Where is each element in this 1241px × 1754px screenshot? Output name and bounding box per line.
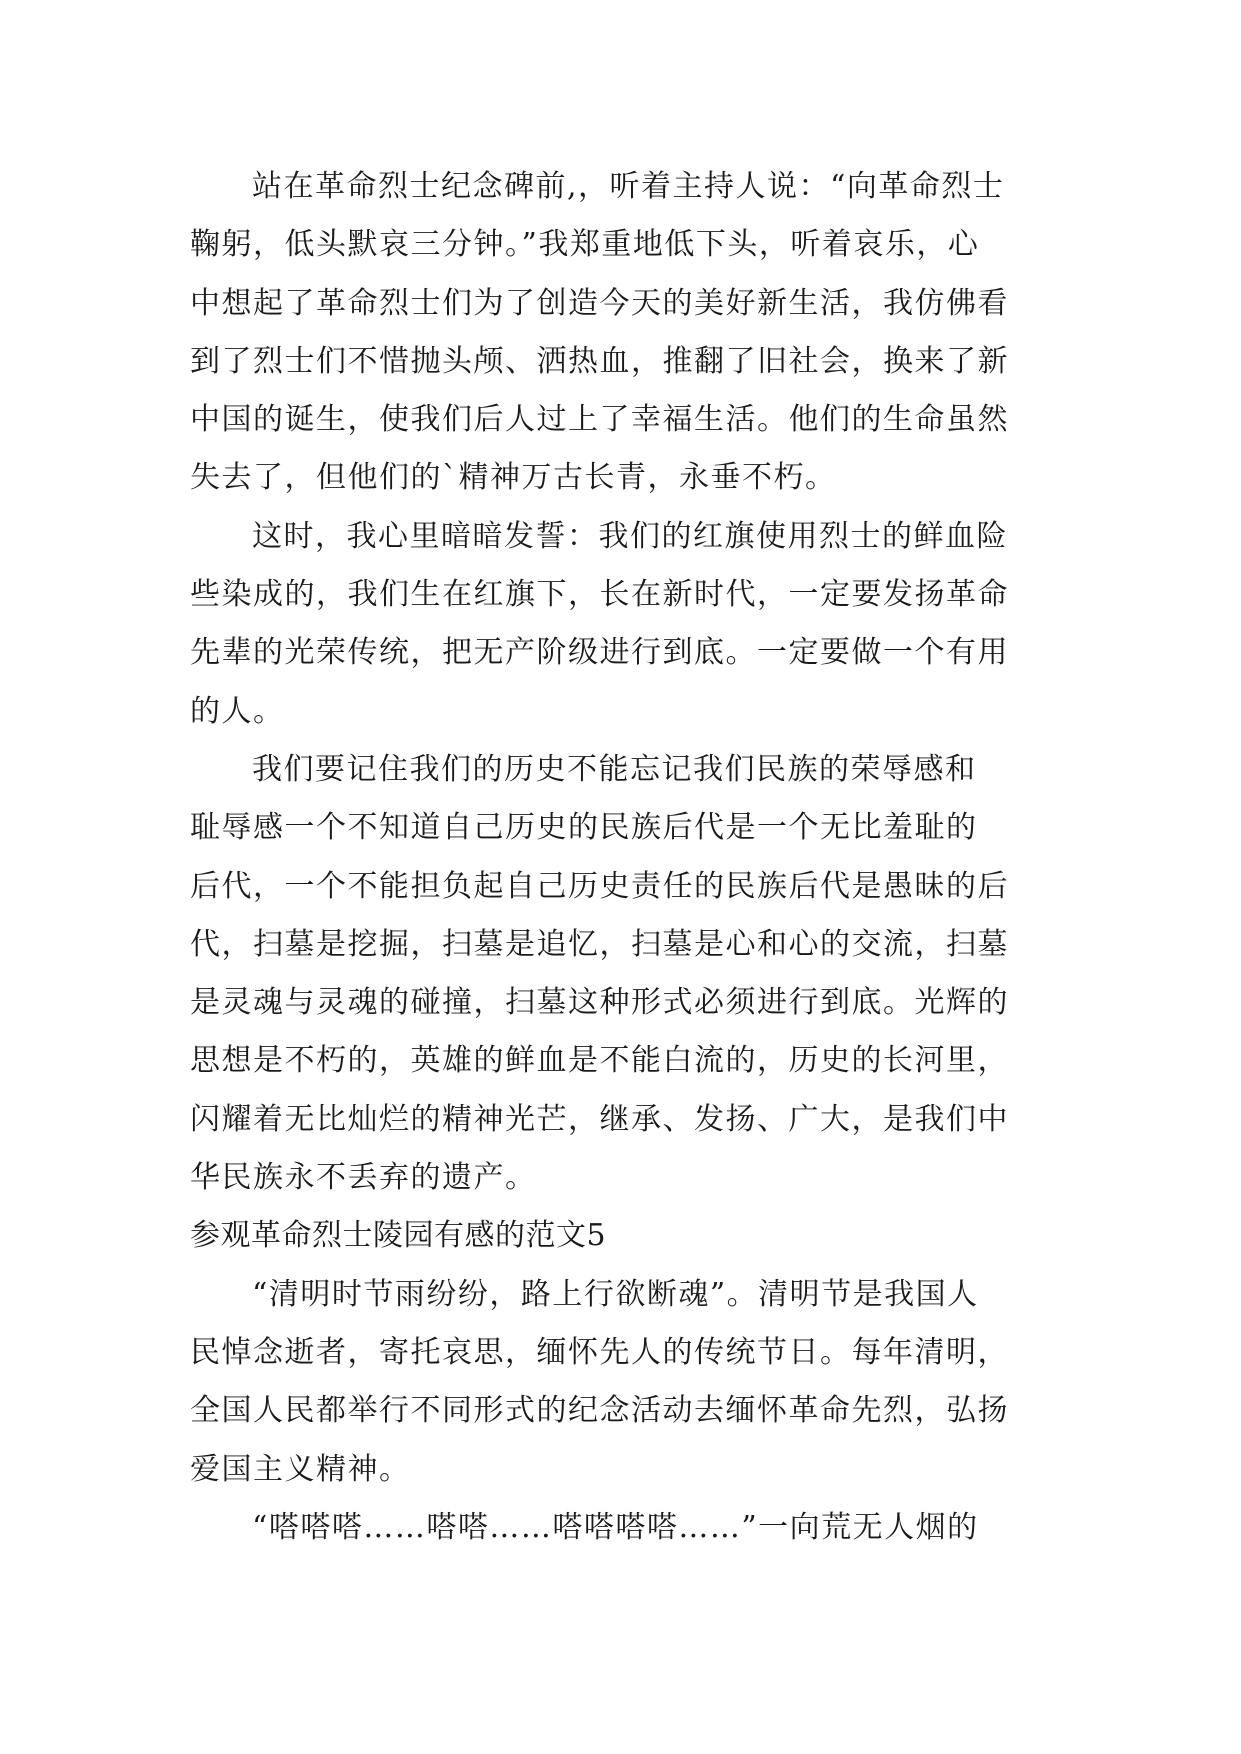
paragraph-line: 失去了，但他们的`精神万古长青，永垂不朽。 [190, 460, 837, 496]
paragraph-line: 是灵魂与灵魂的碰撞，扫墓这种形式必须进行到底。光辉的 [190, 985, 1009, 1021]
paragraph-line: 爱国主义精神。 [190, 1451, 411, 1487]
paragraph-line: 的人。 [190, 693, 285, 729]
paragraph-5 [190, 1499, 1060, 1557]
paragraph-line: 中国的诞生，使我们后人过上了幸福生活。他们的生命虽然 [190, 402, 1009, 438]
paragraph-line: 全国人民都举行不同形式的纪念活动去缅怀革命先烈，弘扬 [190, 1393, 1009, 1429]
paragraph-line: 耻辱感一个不知道自己历史的民族后代是一个无比羞耻的 [190, 810, 978, 846]
paragraph-3 [190, 741, 1060, 1207]
paragraph-line: 站在革命烈士纪念碑前,，听着主持人说：“向革命烈士 [252, 169, 1005, 204]
paragraph-1 [190, 158, 1060, 508]
paragraph-line: 些染成的，我们生在红旗下，长在新时代，一定要发扬革命 [190, 577, 1009, 613]
section-heading: 参观革命烈士陵园有感的范文5 [190, 1218, 607, 1254]
paragraph-line: “清明时节雨纷纷，路上行欲断魂”。清明节是我国人 [252, 1276, 979, 1312]
paragraph-line: 思想是不朽的，英雄的鲜血是不能白流的，历史的长河里， [190, 1043, 1009, 1079]
paragraph-line: 后代，一个不能担负起自己历史责任的民族后代是愚昧的后 [190, 868, 1009, 904]
paragraph-line: “嗒嗒嗒……嗒嗒……嗒嗒嗒嗒……”一向荒无人烟的 [252, 1509, 979, 1545]
paragraph-line: 华民族永不丢弃的遗产。 [190, 1160, 537, 1196]
paragraph-line: 这时，我心里暗暗发誓：我们的红旗使用烈士的鲜血险 [252, 518, 1008, 554]
paragraph-2 [190, 508, 1060, 741]
paragraph-line: 先辈的光荣传统，把无产阶级进行到底。一定要做一个有用 [190, 635, 1009, 671]
paragraph-line: 鞠躬，低头默哀三分钟。”我郑重地低下头，听着哀乐，心 [190, 227, 980, 263]
document-body [190, 158, 1060, 1557]
paragraph-line: 我们要记住我们的历史不能忘记我们民族的荣辱感和 [252, 751, 977, 787]
paragraph-4 [190, 1266, 1060, 1499]
paragraph-line: 代，扫墓是挖掘，扫墓是追忆，扫墓是心和心的交流，扫墓 [190, 926, 1009, 962]
paragraph-line: 到了烈士们不惜抛头颅、洒热血，推翻了旧社会，换来了新 [190, 343, 1009, 379]
paragraph-line: 中想起了革命烈士们为了创造今天的美好新生活，我仿佛看 [190, 285, 1009, 321]
paragraph-line: 民悼念逝者，寄托哀思，缅怀先人的传统节日。每年清明， [190, 1334, 1009, 1370]
paragraph-line: 闪耀着无比灿烂的精神光芒，继承、发扬、广大，是我们中 [190, 1101, 1009, 1137]
